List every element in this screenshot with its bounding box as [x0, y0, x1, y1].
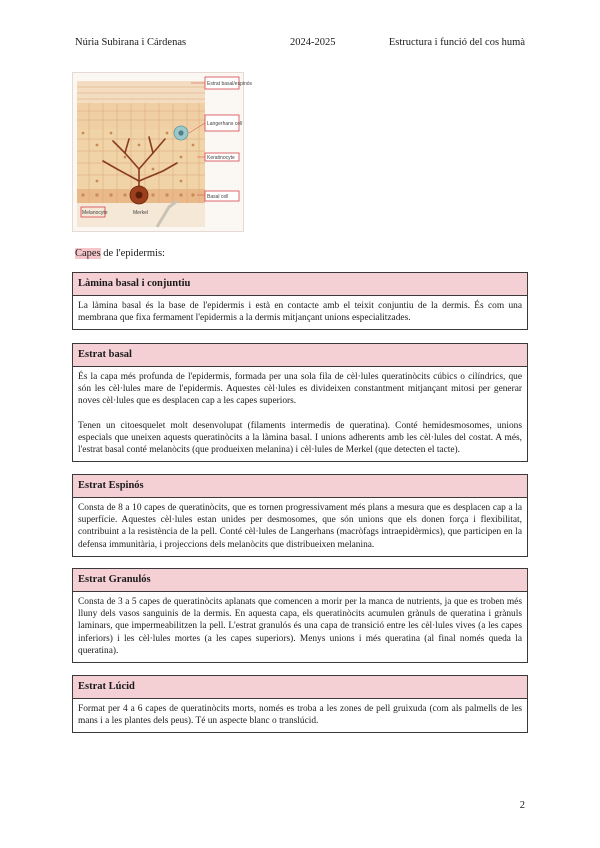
section-body	[73, 367, 527, 461]
page-header	[75, 37, 525, 51]
figure-label: Merkel	[133, 210, 149, 216]
section-title: Estrat Lúcid	[73, 676, 527, 699]
header-subject: Estructura i funció del cos humà	[388, 37, 525, 48]
section-estrat-basal	[72, 343, 528, 462]
section-body	[73, 699, 527, 732]
intro-text: de l'epidermis:	[100, 248, 165, 259]
section-estrat-lucid	[72, 675, 528, 733]
section-title: Estrat basal	[73, 344, 527, 367]
section-body	[73, 592, 527, 662]
stratum-granulosum	[77, 103, 205, 129]
intro-highlight: Capes	[75, 248, 101, 259]
epidermis-diagram	[72, 72, 253, 232]
figure-label: Keratinocyte	[207, 155, 235, 161]
section-paragraph: Consta de 3 a 5 capes de queratinòcits aplanats que comencen a morir per la manca de nutrients, ja que es troben més lluny dels vasos sanguinis de la dermis. En aquesta capa, els queratinòcits acumulen grànuls de queratina i grànuls laminars, que impermeabilitzen la pell. L'estrat granulós és una capa de transició entre les cèl·lules vives (a les capes inferiors) i les cèl·lules mortes (a les capes superiors). Menys unions i més queratina (al final només queda la queratina).	[78, 597, 522, 656]
section-title: Làmina basal i conjuntiu	[73, 273, 527, 296]
section-estrat-granulos	[72, 568, 528, 663]
section-body	[73, 498, 527, 556]
section-estrat-espinos	[72, 474, 528, 557]
header-year: 2024-2025	[290, 37, 336, 48]
figure-label: Melanocyte	[82, 210, 108, 216]
section-paragraph: Consta de 8 a 10 capes de queratinòcits, que es tornen progressivament més plans a mesura que es desplacen cap a la superfície. Aquestes cèl·lules estan unides per desmosomes, que són unions que els donen força i flexibilitat, contribuint a la resistència de la pell. Conté cèl·lules de Langerhans (macròfags intraepidèrmics), que participen en la defensa immunitària, i projeccions dels melanòcits que distribueixen melanina.	[78, 503, 522, 550]
section-lamina-basal	[72, 272, 528, 330]
stratum-corneum	[77, 81, 205, 103]
section-paragraph: És la capa més profunda de l'epidermis, formada per una sola fila de cèl·lules queratinòcits cúbics o cilíndrics, que són les cèl·lules mare de l'epidermis. Aquestes cèl·lules es divideixen constantment mitjançant mitosi per generar noves cèl·lules que es desplacen cap a les capes superiors.	[78, 372, 522, 407]
epidermis-illustration	[73, 73, 253, 231]
page-number: 2	[519, 800, 525, 811]
section-paragraph: La làmina basal és la base de l'epidermis i està en contacte amb el teixit conjuntiu de la dermis. És com una membrana que fixa fermament l'epidermis a la dermis mitjançant unions especialitzades.	[78, 301, 522, 324]
intro-line	[75, 248, 165, 259]
figure-label: Basal cell	[207, 194, 229, 200]
section-body	[73, 296, 527, 329]
header-author: Núria Subirana i Cárdenas	[75, 37, 187, 48]
figure-label: Langerhans cell	[207, 121, 243, 127]
section-title: Estrat Granulós	[73, 569, 527, 592]
section-paragraph: Tenen un citoesquelet molt desenvolupat (filaments intermedis de queratina). Conté hemidesmosomes, unions especials que uneixen aquests queratinòcits a la làmina basal. I unions adherents amb les cèl·lules del costat. A més, l'estrat basal conté melanòcits (que produeixen melanina) i cèl·lules de Merkel (que detecten el tacte).	[78, 420, 522, 456]
section-title: Estrat Espinós	[73, 475, 527, 498]
section-paragraph: Format per 4 a 6 capes de queratinòcits morts, només es troba a les zones de pell gruixuda (com als palmells de les mans i a les plantes dels peus). Té un aspecte blanc o translúcid.	[78, 704, 522, 727]
figure-label: Estrat basal/espinós	[207, 81, 253, 87]
